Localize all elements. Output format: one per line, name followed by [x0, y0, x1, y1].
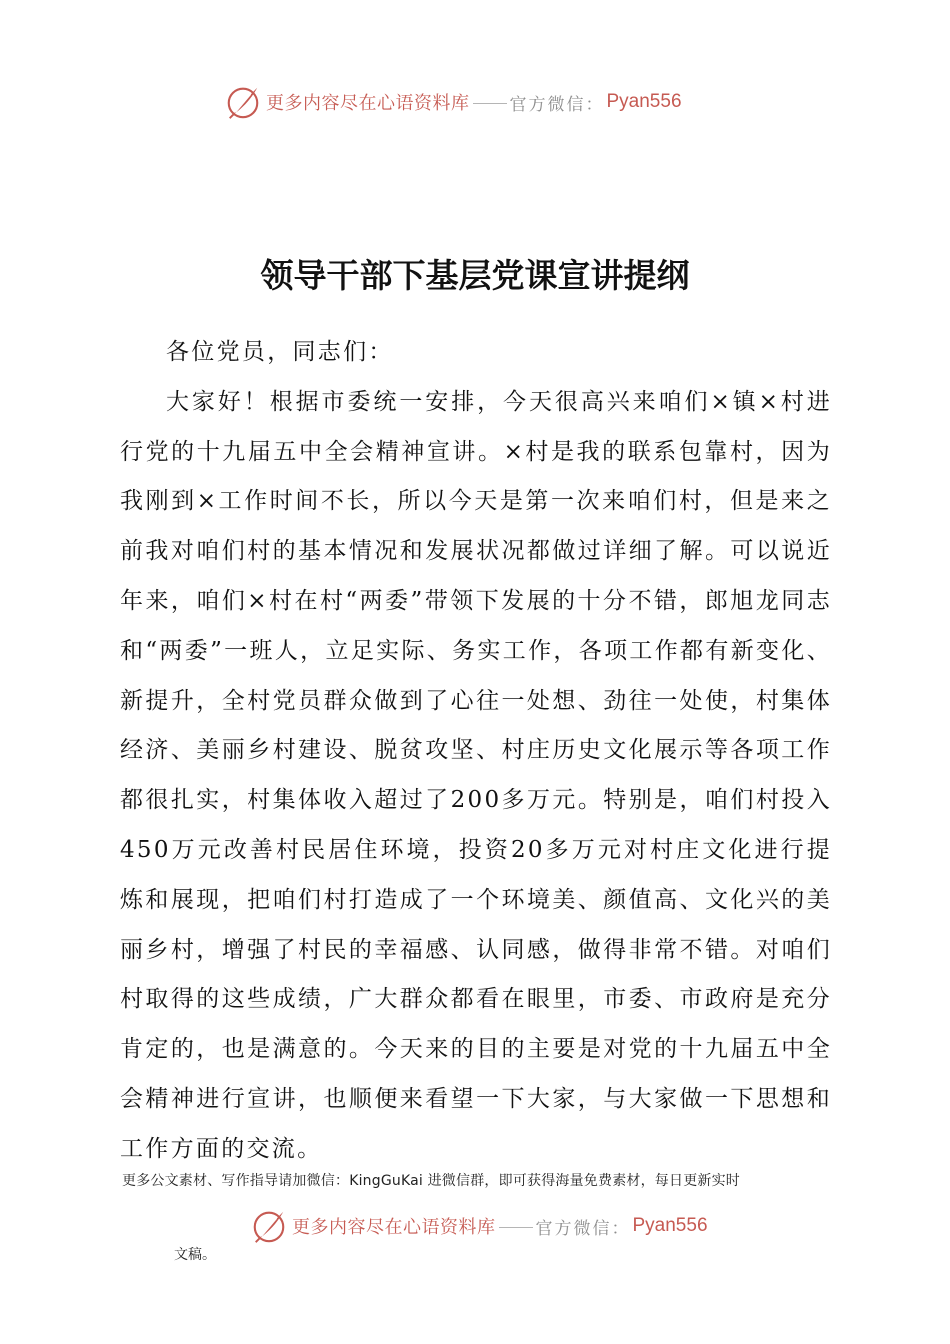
greeting: 各位党员，同志们： — [166, 339, 394, 365]
footer-ad-line: 更多公文素材、写作指导请加微信：KingGuKai 进微信群，即可获得海量免费素材，每日更新实时 — [122, 1173, 741, 1189]
quill-circle-logo-icon — [250, 1207, 288, 1245]
banner-dash — [473, 103, 507, 104]
header-banner — [224, 82, 682, 122]
banner-wechat-id: Pyan556 — [606, 91, 682, 112]
quill-circle-logo-icon — [224, 83, 262, 121]
body-paragraph: 大家好！根据市委统一安排，今天很高兴来咱们×镇×村进行党的十九届五中全会精神宣讲。×村是我的联系包靠村，因为我刚到×工作时间不长，所以今天是第一次来咱们村，但是来之前我对咱们村的基本情况和发展状况都做过详细了解。可以说近年来，咱们×村在村“两委”带领下发展的十分不错，郎旭龙同志和“两委”一班人，立足实际、务实工作，各项工作都有新变化、新提升，全村党员群众做到了心往一处想、劲往一处使，村集体经济、美丽乡村建设、脱贫攻坚、村庄历史文化展示等各项工作都很扎实，村集体收入超过了200多万元。特别是，咱们村投入450万元改善村民居住环境，投资20多万元对村庄文化进行提炼和展现，把咱们村打造成了一个环境美、颜值高、文化兴的美丽乡村，增强了村民的幸福感、认同感，做得非常不错。对咱们村取得的这些成绩，广大群众都看在眼里，市委、市政府是充分肯定的，也是满意的。今天来的目的主要是对党的十九届五中全会精神进行宣讲，也顺便来看望一下大家，与大家做一下思想和工作方面的交流。 — [120, 388, 832, 1162]
document-title: 领导干部下基层党课宣讲提纲 — [260, 256, 690, 295]
banner-main-text: 更多内容尽在心语资料库 — [266, 93, 470, 114]
footer-ad-tail: 文稿。 — [174, 1247, 216, 1263]
banner-dash — [499, 1227, 533, 1228]
footer-banner — [250, 1206, 708, 1246]
banner-wechat-id: Pyan556 — [632, 1215, 708, 1236]
document-body — [120, 328, 832, 1175]
banner-sub-text: 官方微信： — [535, 1218, 631, 1239]
banner-sub-text: 官方微信： — [509, 94, 605, 115]
banner-main-text: 更多内容尽在心语资料库 — [292, 1217, 496, 1238]
